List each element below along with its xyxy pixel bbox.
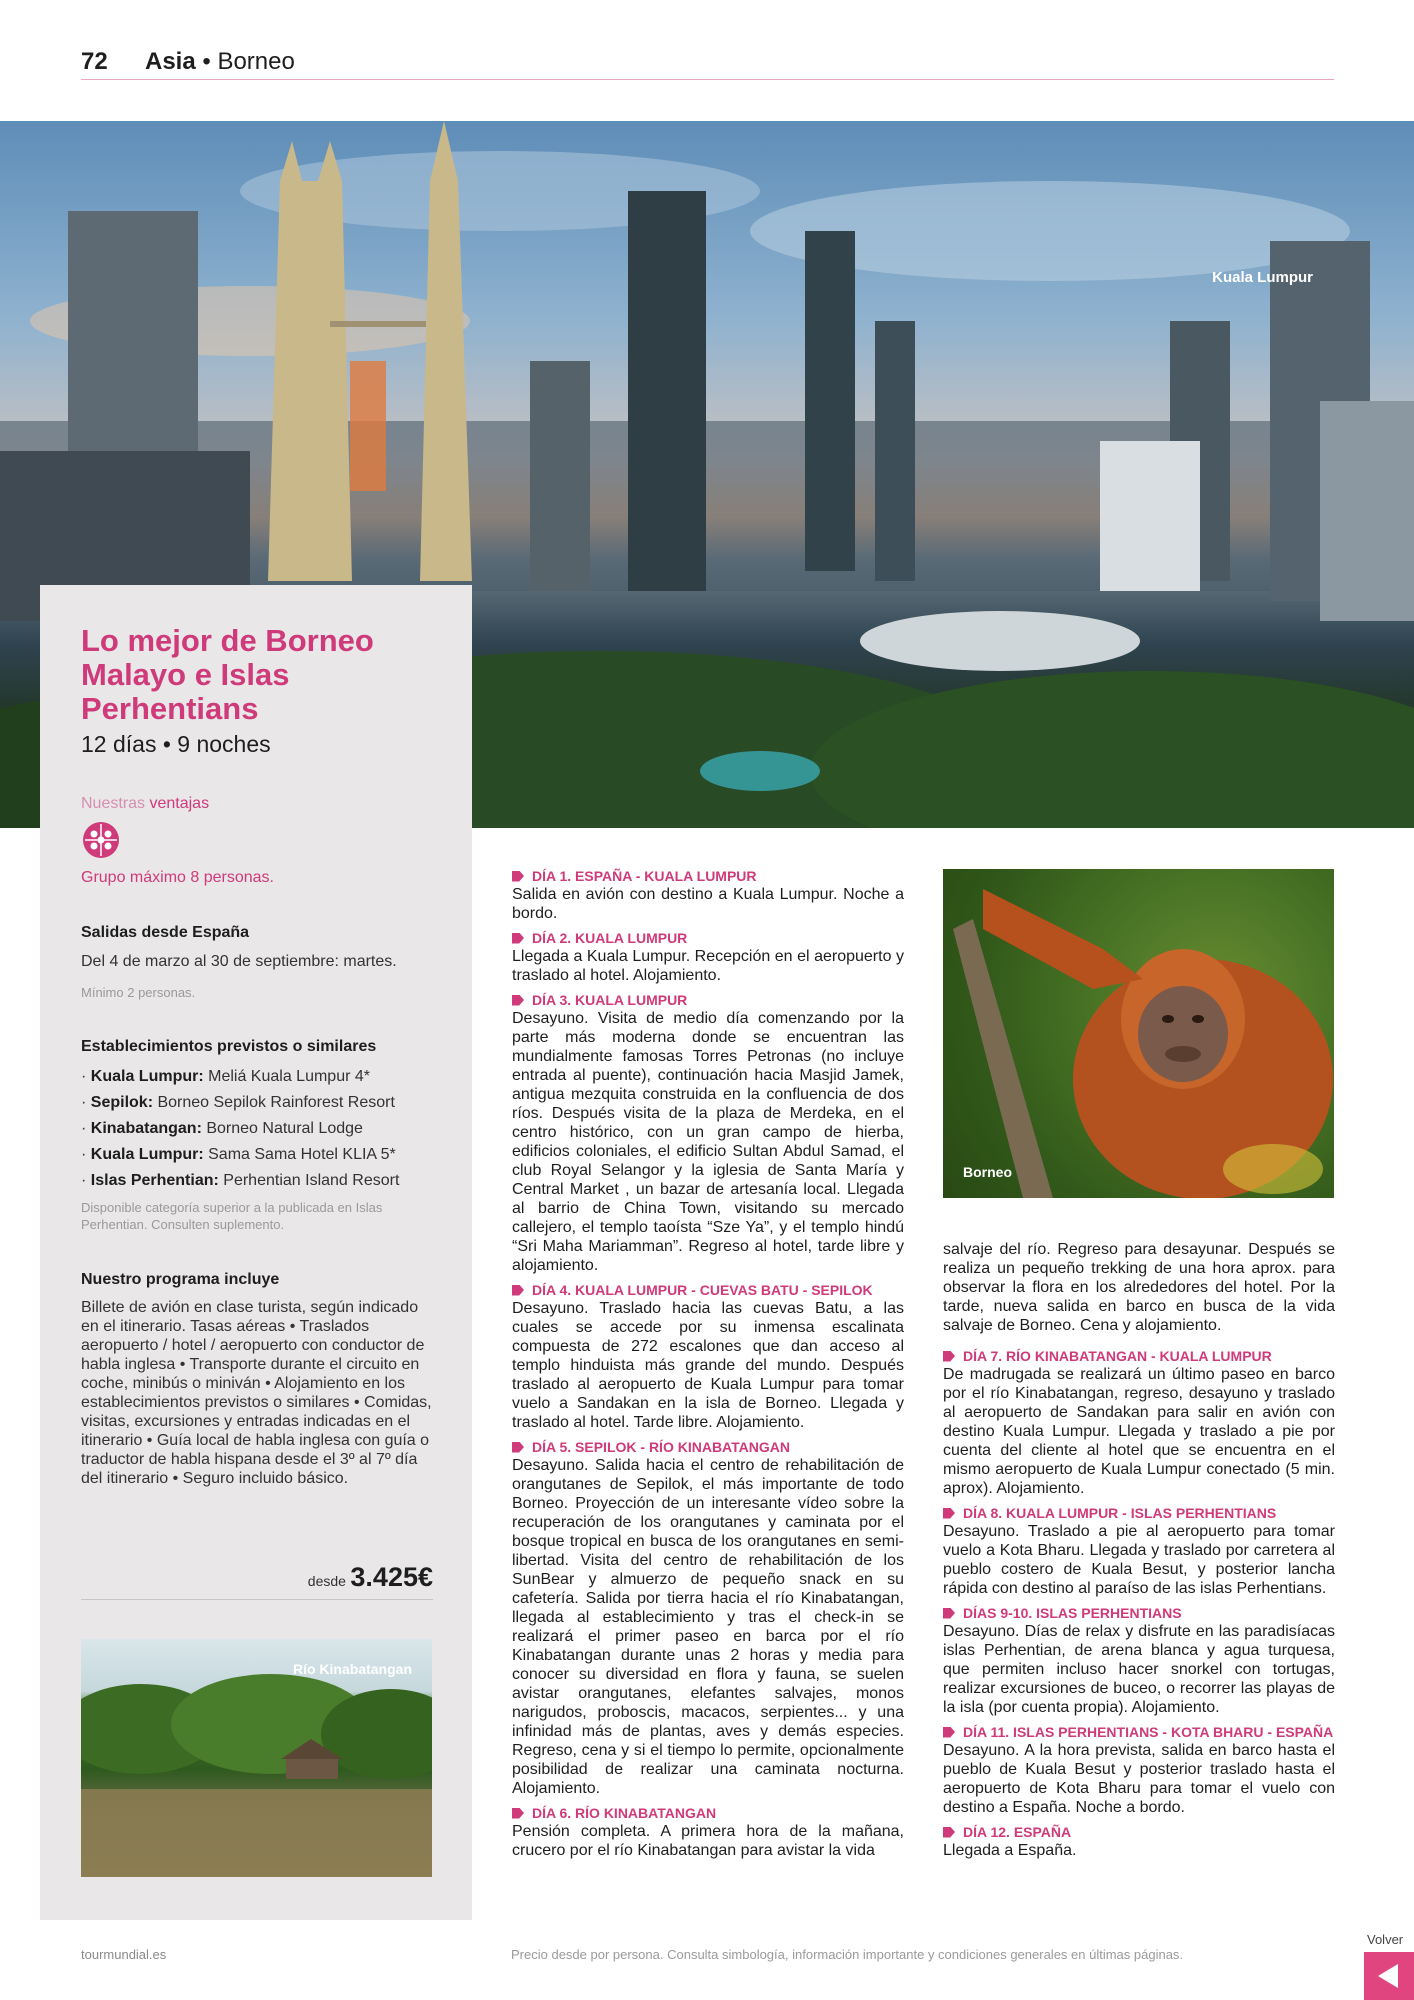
itinerary-day <box>512 991 904 1275</box>
day-title: DÍA 1. ESPAÑA - KUALA LUMPUR <box>512 867 904 885</box>
orangutan-photo <box>943 869 1334 1198</box>
trip-title: Lo mejor de Borneo Malayo e Islas Perhentians <box>81 623 374 726</box>
price-from-label: desde <box>307 1573 346 1589</box>
hotel-list-item: · Kuala Lumpur: Meliá Kuala Lumpur 4* <box>81 1068 370 1085</box>
itinerary-day <box>943 1347 1335 1498</box>
departures-text: Del 4 de marzo al 30 de septiembre: martes. <box>81 953 397 970</box>
itinerary-day <box>512 1438 904 1798</box>
day-title: DÍA 6. RÍO KINABATANGAN <box>512 1804 904 1822</box>
itinerary-day <box>512 867 904 923</box>
day-title: DÍA 4. KUALA LUMPUR - CUEVAS BATU - SEPILOK <box>512 1281 904 1299</box>
price-value: 3.425€ <box>350 1562 433 1592</box>
hotel-list <box>81 1064 441 1194</box>
itinerary-day <box>512 1804 904 1860</box>
river-kinabatangan-photo <box>81 1639 432 1877</box>
hotels-title: Establecimientos previstos o similares <box>81 1038 377 1055</box>
advantages-heading-prefix: Nuestras <box>81 795 146 812</box>
day-text: Llegada a Kuala Lumpur. Recepción en el aeropuerto y traslado al hotel. Alojamiento. <box>512 948 904 984</box>
day-title: DÍAS 9-10. ISLAS PERHENTIANS <box>943 1604 1335 1622</box>
destination-label: Borneo <box>217 48 295 75</box>
program-title: Nuestro programa incluye <box>81 1271 280 1288</box>
page-number: 72 <box>81 48 108 75</box>
day-title: DÍA 5. SEPILOK - RÍO KINABATANGAN <box>512 1438 904 1456</box>
day-title: DÍA 3. KUALA LUMPUR <box>512 991 904 1009</box>
itinerary-day <box>943 1823 1335 1860</box>
hotel-list-item: · Kinabatangan: Borneo Natural Lodge <box>81 1120 363 1137</box>
day-text: Desayuno. Visita de medio día comenzando por la parte más moderna donde se encuentran las mundialmente famosas Torres Petronas (no incluye entrada al puente), continuación hacia Masjid Jamek, antigua mezquita construida en la confluencia de dos ríos. Después visita de la plaza de Merdeka, en el centro histórico, con un gran campo de hierba, edificios coloniales, el edificio Sultan Abdul Samad, el club Royal Selangor y la iglesia de Santa María y Central Market , un bazar de artesanía local. Llegada al barrio de China Town, visitando su mercado callejero, el templo taoísta “Sze Ya”, y el templo hindú “Sri Maha Mariamman”. Regreso al hotel, tarde libre y alojamiento. <box>512 1010 904 1274</box>
back-label: Volver <box>1367 1932 1404 1947</box>
departures-title: Salidas desde España <box>81 924 250 941</box>
itinerary-day <box>943 1504 1335 1598</box>
advantages-text: Grupo máximo 8 personas. <box>81 869 274 886</box>
hotel-list-item: · Sepilok: Borneo Sepilok Rainforest Resort <box>81 1094 395 1111</box>
back-button[interactable] <box>1364 1952 1414 2000</box>
footer-note: Precio desde por persona. Consulta simbología, información importante y condiciones generales en últimas páginas. <box>511 1947 1184 1962</box>
itinerary-day <box>943 1604 1335 1717</box>
day-title: DÍA 7. RÍO KINABATANGAN - KUALA LUMPUR <box>943 1347 1335 1365</box>
program-text: Billete de avión en clase turista, según indicado en el itinerario. Tasas aéreas • Traslados aeropuerto / hotel / aeropuerto con conductor de habla inglesa • Transporte durante el circuito en coche, minibús o miniván • Alojamiento en los establecimientos previstos o similares • Comidas, visitas, excursiones y entradas indicadas en el itinerario • Guía local de habla inglesa con guía o traductor de habla hispana desde el 3º al 7º día del itinerario • Seguro incluido básico. <box>81 1299 432 1487</box>
group-icon <box>81 820 121 860</box>
orangutan-photo-caption: Borneo <box>963 1164 1012 1180</box>
hotel-list-item: · Islas Perhentian: Perhentian Island Resort <box>81 1172 400 1189</box>
orangutan-illustration <box>943 869 1334 1198</box>
day-title: DÍA 11. ISLAS PERHENTIANS - KOTA BHARU - ESPAÑA <box>943 1723 1335 1741</box>
itinerary-column-2 <box>943 1240 1335 1866</box>
breadcrumb <box>145 48 295 76</box>
day-text: Llegada a España. <box>943 1842 1077 1859</box>
itinerary-column-1 <box>512 867 904 1866</box>
day-text: Desayuno. Traslado a pie al aeropuerto para tomar vuelo a Kota Bharu. Llegada y traslado por carretera al pueblo costero de Kuala Besut, y posterior lancha rápida con destino al paraíso de las islas Perhentians. <box>943 1523 1335 1597</box>
itinerary-day <box>512 929 904 985</box>
page-header <box>81 46 1334 80</box>
breadcrumb-separator: • <box>202 48 211 75</box>
day-text: Salida en avión con destino a Kuala Lumpur. Noche a bordo. <box>512 886 904 922</box>
day-text: De madrugada se realizará un último paseo en barco por el río Kinabatangan, regreso, desayuno y traslado al aeropuerto de Sandakan para salir en avión con destino Kuala Lumpur. Llegada y traslado a pie por cuenta del cliente al hotel que se encuentra en el mismo aeropuerto de Kuala Lumpur conectado (5 min. aprox). Alojamiento. <box>943 1366 1335 1497</box>
day-text: Desayuno. Traslado hacia las cuevas Batu, a las cuales se accede por su inmensa escalinata compuesta de 272 escalones que dan acceso al templo hinduista más grande del mundo. Después traslado al aeropuerto de Kuala Lumpur para tomar vuelo a Sandakan en la isla de Borneo. Llegada y traslado al hotel. Tarde libre. Alojamiento. <box>512 1300 904 1431</box>
day-text: Pensión completa. A primera hora de la mañana, crucero por el río Kinabatangan para avistar la vida <box>512 1823 904 1859</box>
departures-note: Mínimo 2 personas. <box>81 985 196 1000</box>
itinerary-day <box>512 1281 904 1432</box>
day-text: Desayuno. A la hora prevista, salida en barco hasta el pueblo de Kuala Besut y posterior traslado hasta el aeropuerto de Kota Bharu para tomar el vuelo con destino a España. Noche a bordo. <box>943 1742 1335 1816</box>
hero-caption: Kuala Lumpur <box>1212 269 1313 286</box>
day-title: DÍA 2. KUALA LUMPUR <box>512 929 904 947</box>
day-text: Desayuno. Días de relax y disfrute en las paradisíacas islas Perhentian, de arena blanca y agua turquesa, que permiten incluso hacer snorkel con tortugas, realizar excursiones de buceo, o recorrer las playas de la isla (por cuenta propia). Alojamiento. <box>943 1623 1335 1716</box>
advantages-heading-main: ventajas <box>149 795 210 812</box>
trip-duration: 12 días • 9 noches <box>81 731 271 757</box>
advantages-heading <box>81 795 209 813</box>
day-text: Desayuno. Salida hacia el centro de rehabilitación de orangutanes de Sepilok, el más importante de todo Borneo. Proyección de un interesante vídeo sobre la recuperación de los orangutanes y caminata por el bosque tropical en busca de los orangutanes en semi-libertad. Visita del centro de rehabilitación de los SunBear y almuerzo de pequeño snack en su cafetería. Salida por tierra hacia el río Kinabatangan, llegada al establecimiento y tras el check-in se realizará el primer paseo en barca por el río Kinabatangan durante unas 2 horas y media para conocer su diversidad en flora y fauna, se suelen avistar orangutanes, elefantes salvajes, monos narigudos, proboscis, macacos, serpientes... y una infinidad más de plantas, aves y demás especies. Regreso, cena y si el tiempo lo permite, opcionalmente posibilidad de realizar una caminata nocturna. Alojamiento. <box>512 1457 904 1797</box>
region-label: Asia <box>145 48 196 75</box>
back-arrow-icon <box>1378 1964 1398 1988</box>
itinerary-day <box>943 1723 1335 1817</box>
hotel-list-item: · Kuala Lumpur: Sama Sama Hotel KLIA 5* <box>81 1146 396 1163</box>
hotels-note: Disponible categoría superior a la publicada en Islas Perhentian. Consulten suplemento. <box>81 1200 383 1232</box>
day-6-continuation: salvaje del río. Regreso para desayunar. Después se realiza un pequeño trekking de una hora aprox. para observar la flora en los alrededores del hotel. Por la tarde, nueva salida en barco en busca de la vida salvaje de Borneo. Cena y alojamiento. <box>943 1241 1335 1334</box>
day-title: DÍA 12. ESPAÑA <box>943 1823 1335 1841</box>
day-title: DÍA 8. KUALA LUMPUR - ISLAS PERHENTIANS <box>943 1504 1335 1522</box>
river-photo-caption: Río Kinabatangan <box>292 1661 412 1677</box>
footer-site-link[interactable]: tourmundial.es <box>81 1947 167 1962</box>
price-row <box>81 1562 433 1600</box>
